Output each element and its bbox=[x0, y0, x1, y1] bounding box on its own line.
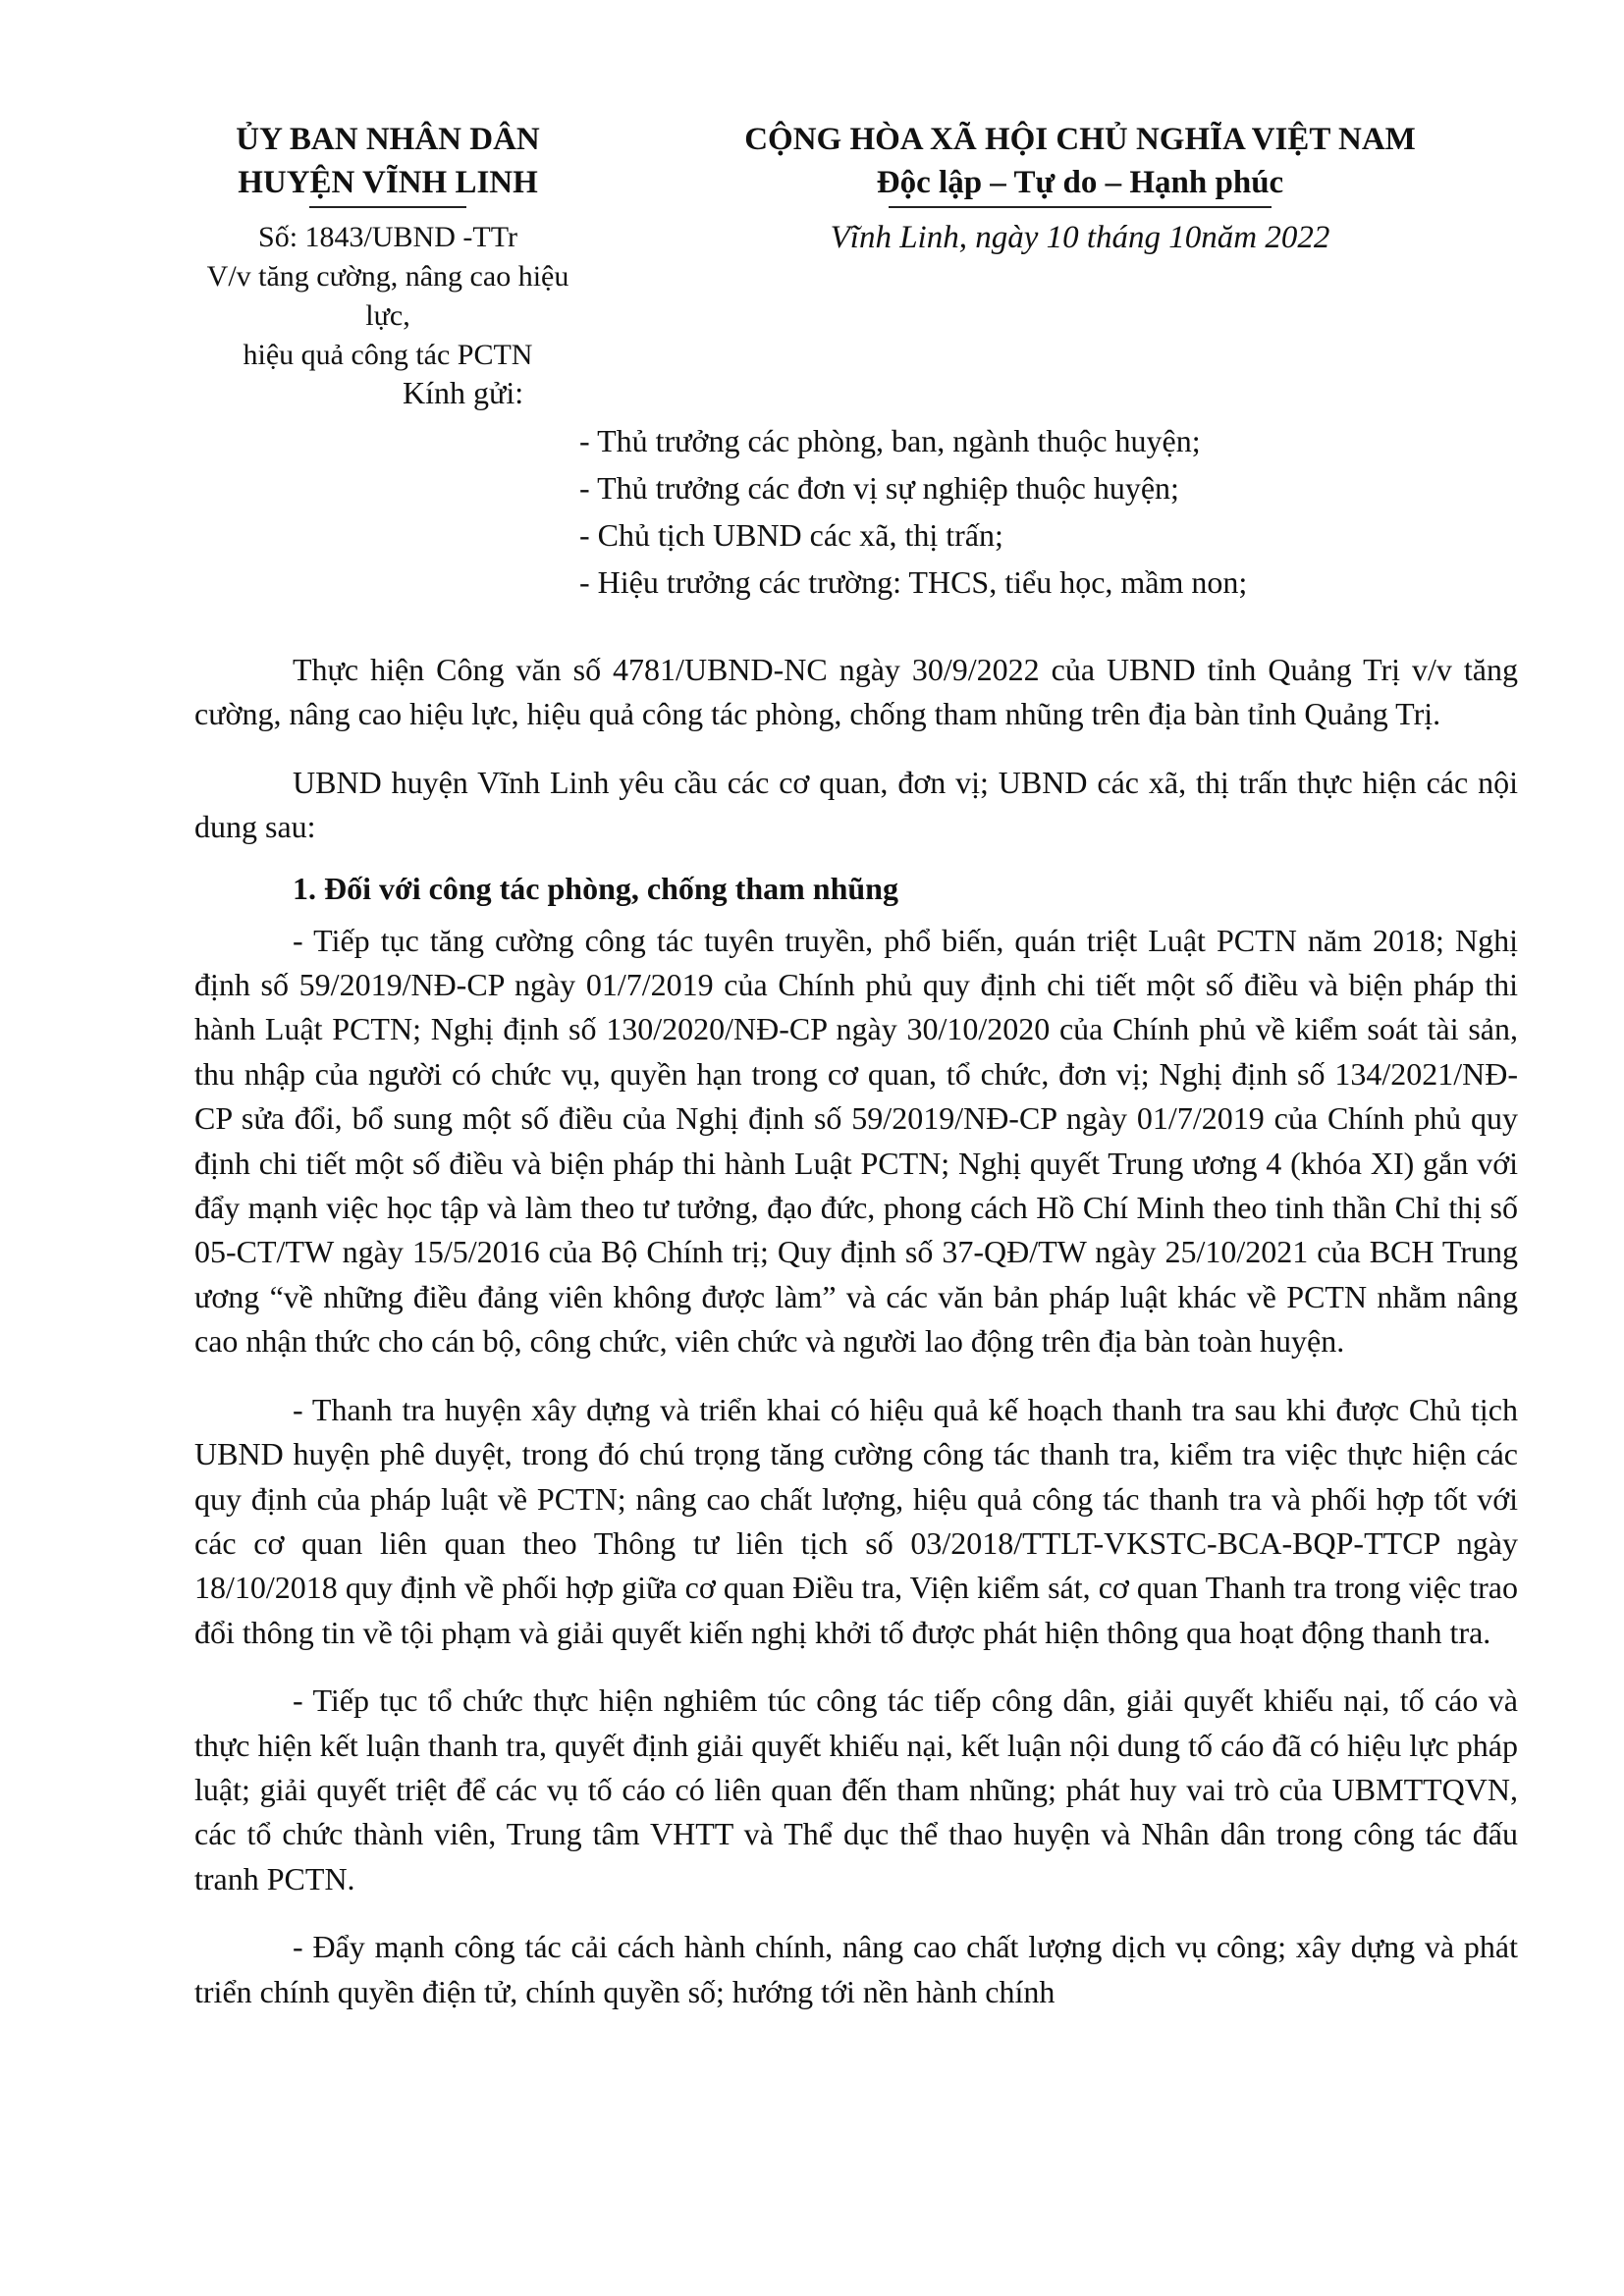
subject-line2: hiệu quả công tác PCTN bbox=[243, 339, 533, 371]
body-paragraph-4: - Đẩy mạnh công tác cải cách hành chính, nâng cao chất lượng dịch vụ công; xây dựng và phát triển chính quyền điện tử, chính quyền số; hướng tới nền hành chính bbox=[194, 1929, 1518, 2009]
subject-line1: V/v tăng cường, nâng cao hiệu lực, bbox=[206, 260, 569, 332]
place-date: Vĩnh Linh, ngày 10 tháng 10năm 2022 bbox=[830, 220, 1330, 255]
document-number: Số: 1843/UBND -TTr bbox=[258, 221, 517, 253]
agency-name-line2: HUYỆN VĨNH LINH bbox=[238, 165, 538, 200]
body-paragraph-2: - Thanh tra huyện xây dựng và triển khai có hiệu quả kế hoạch thanh tra sau khi được Chủ tịch UBND huyện phê duyệt, trong đó chú trọng tăng cường công tác thanh tra, kiểm tra việc thực hiện các quy định của pháp luật về PCTN; nâng cao chất lượng, hiệu quả công tác thanh tra và phối hợp tốt với các cơ quan liên quan theo Thông tư liên tịch số 03/2018/TTLT-VKSTC-BCA-BQP-TTCP ngày 18/10/2018 quy định về phối hợp giữa cơ quan Điều tra, Viện kiểm sát, cơ quan Thanh tra trong việc trao đổi thông tin về tội phạm và giải quyết kiến nghị khởi tố được phát hiện thông qua hoạt động thanh tra. bbox=[194, 1391, 1518, 1650]
section-1-heading: 1. Đối với công tác phòng, chống tham nhũng bbox=[293, 870, 898, 906]
addressee-label: Kính gửi: bbox=[403, 375, 524, 410]
nation-title: CỘNG HÒA XÃ HỘI CHỦ NGHĨA VIỆT NAM bbox=[744, 122, 1416, 157]
national-header bbox=[677, 118, 1483, 259]
agency-name-line1: ỦY BAN NHÂN DÂN bbox=[236, 122, 540, 157]
request-paragraph: UBND huyện Vĩnh Linh yêu cầu các cơ quan, đơn vị; UBND các xã, thị trấn thực hiện các nội dung sau: bbox=[194, 764, 1518, 845]
document-body bbox=[194, 648, 1518, 2014]
motto-underline bbox=[889, 206, 1272, 208]
body-paragraph-3: - Tiếp tục tổ chức thực hiện nghiêm túc công tác tiếp công dân, giải quyết khiếu nại, tố cáo và thực hiện kết luận thanh tra, quyết định giải quyết khiếu nại, kết luận nội dung tố cáo đã có hiệu lực pháp luật; giải quyết triệt để các vụ tố cáo có liên quan đến tham nhũng; phát huy vai trò của UBMTTQVN, các tổ chức thành viên, Trung tâm VHTT và Thể dục thể thao huyện và Nhân dân trong công tác đấu tranh PCTN. bbox=[194, 1682, 1518, 1896]
intro-paragraph: Thực hiện Công văn số 4781/UBND-NC ngày 30/9/2022 của UBND tỉnh Quảng Trị v/v tăng cường, nâng cao hiệu lực, hiệu quả công tác phòng, chống tham nhũng trên địa bàn tỉnh Quảng Trị. bbox=[194, 652, 1518, 732]
national-motto: Độc lập – Tự do – Hạnh phúc bbox=[876, 165, 1284, 200]
body-paragraph-1: - Tiếp tục tăng cường công tác tuyên truyền, phổ biến, quán triệt Luật PCTN năm 2018; Nghị định số 59/2019/NĐ-CP ngày 01/7/2019 của Chính phủ quy định chi tiết một số điều và biện pháp thi hành Luật PCTN; Nghị định số 130/2020/NĐ-CP ngày 30/10/2020 của Chính phủ về kiểm soát tài sản, thu nhập của người có chức vụ, quyền hạn trong cơ quan, tổ chức, đơn vị; Nghị định số 134/2021/NĐ-CP sửa đổi, bổ sung một số điều của Nghị định số 59/2019/NĐ-CP ngày 01/7/2019 của Chính phủ quy định chi tiết một số điều và biện pháp thi hành Luật PCTN; Nghị quyết Trung ương 4 (khóa XI) gắn với đẩy mạnh việc học tập và làm theo tư tưởng, đạo đức, phong cách Hồ Chí Minh theo tinh thần Chỉ thị số 05-CT/TW ngày 15/5/2016 của Bộ Chính trị; Quy định số 37-QĐ/TW ngày 25/10/2021 của BCH Trung ương “về những điều đảng viên không được làm” và các văn bản pháp luật khác về PCTN nhằm nâng cao nhận thức cho cán bộ, công chức, viên chức và người lao động trên địa bàn toàn huyện. bbox=[194, 922, 1518, 1360]
agency-header bbox=[187, 118, 589, 375]
addressee-list bbox=[579, 417, 1247, 606]
addressee-item: - Chủ tịch UBND các xã, thị trấn; bbox=[579, 517, 1003, 553]
addressee-item: - Thủ trưởng các phòng, ban, ngành thuộc huyện; bbox=[579, 423, 1201, 458]
agency-underline bbox=[309, 206, 466, 208]
addressee-item: - Hiệu trưởng các trường: THCS, tiểu học, mầm non; bbox=[579, 564, 1248, 600]
addressee-item: - Thủ trưởng các đơn vị sự nghiệp thuộc huyện; bbox=[579, 470, 1179, 506]
